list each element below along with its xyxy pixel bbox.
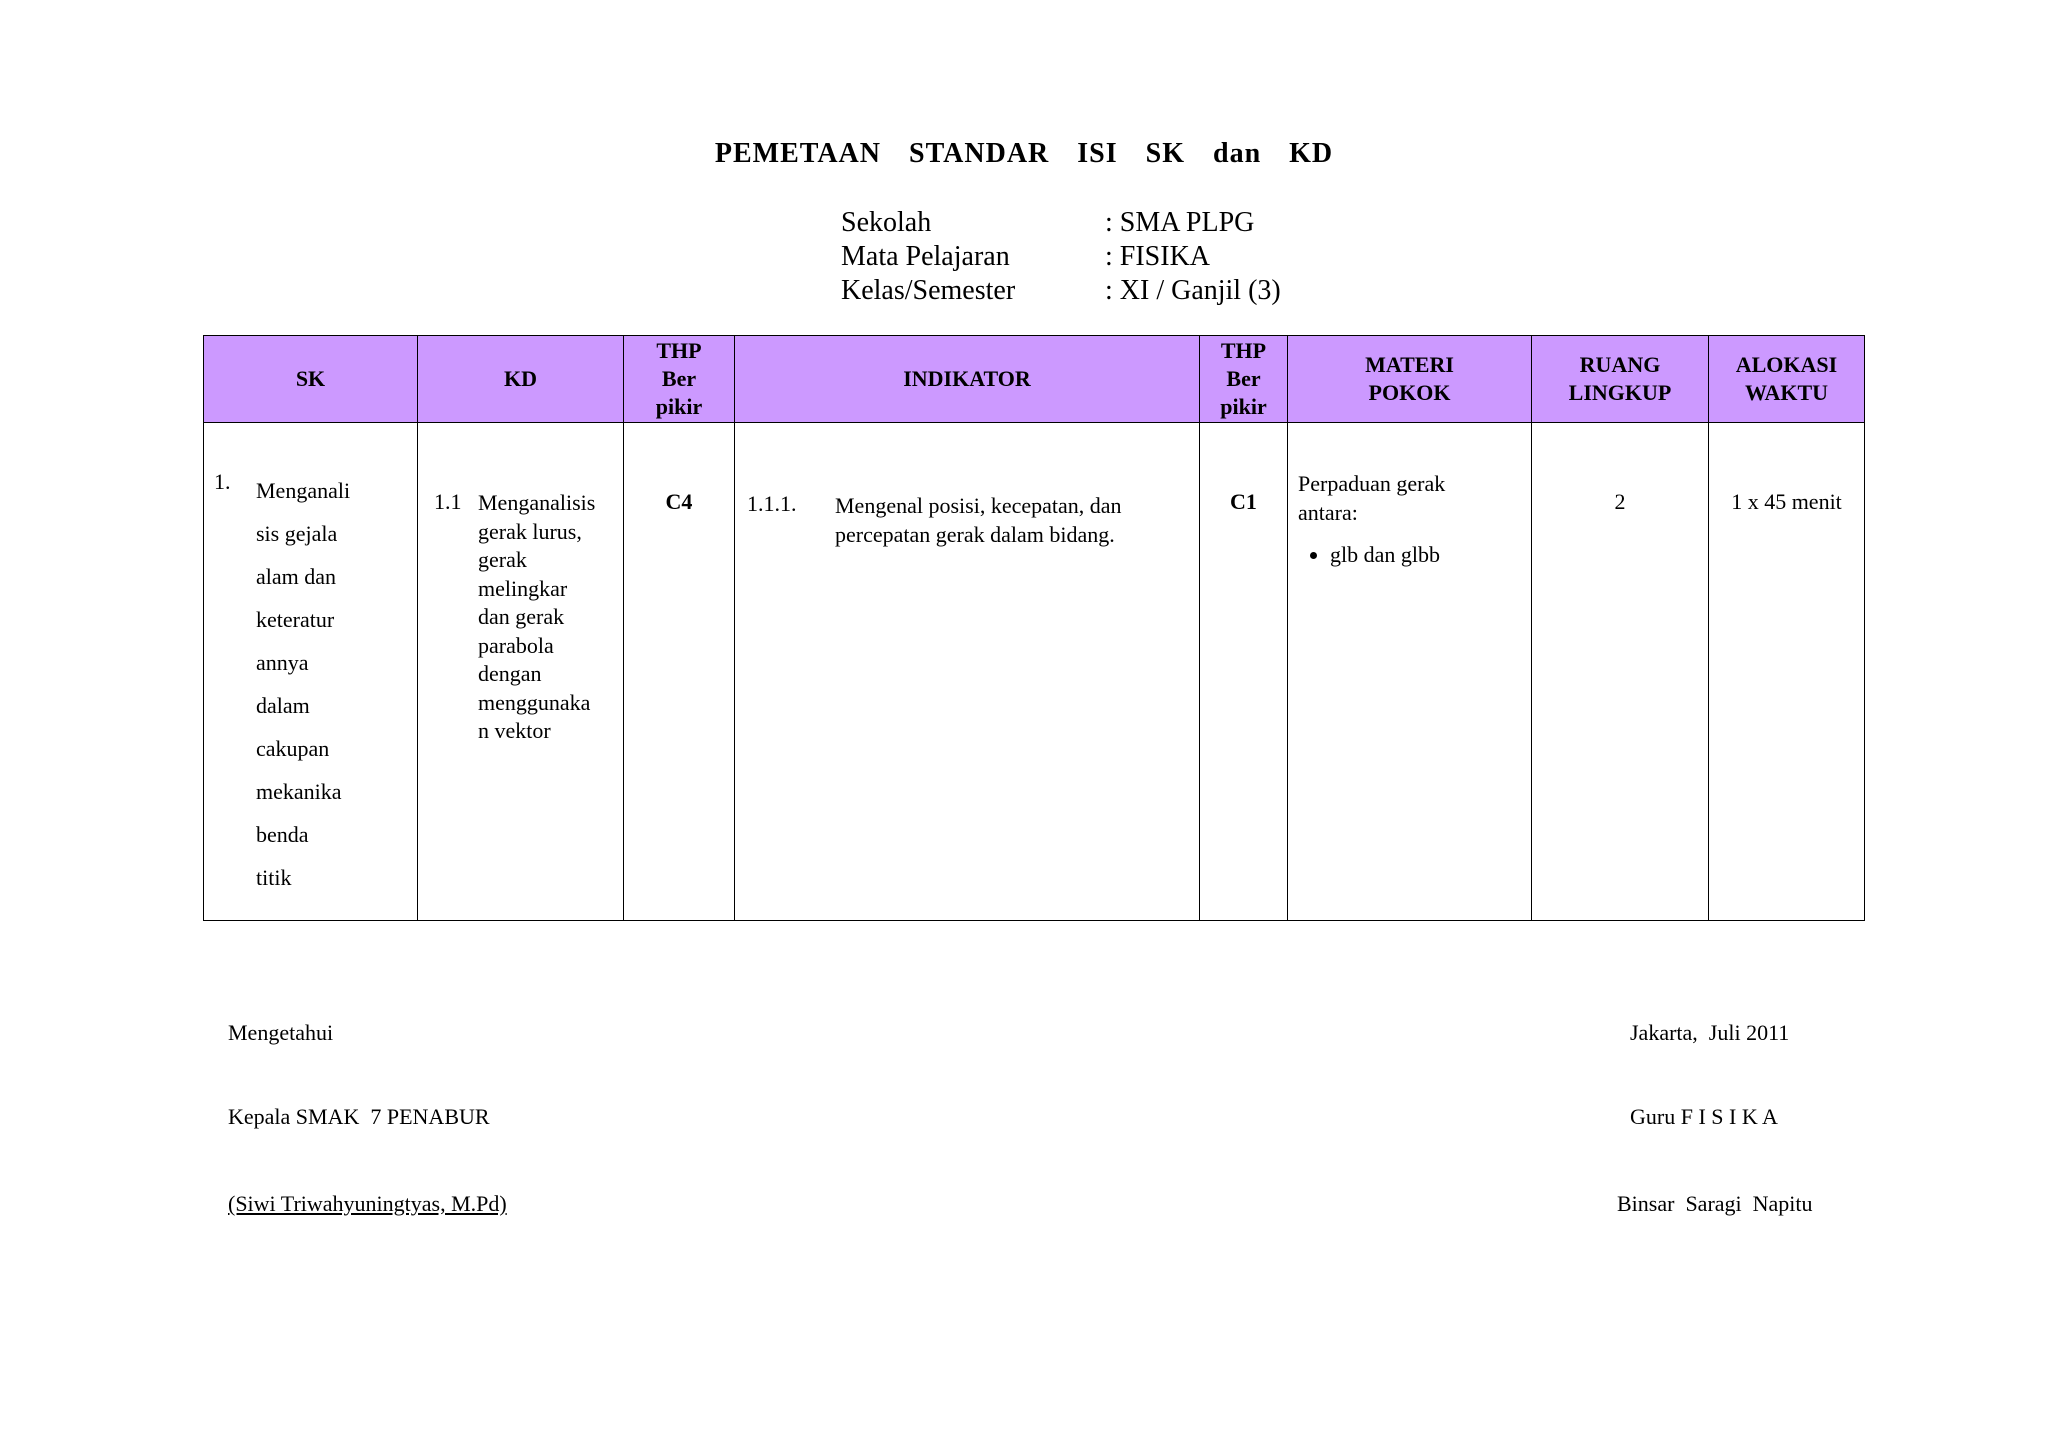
sk-line: alam dan: [256, 564, 337, 589]
header-ruang-line: LINGKUP: [1568, 380, 1672, 405]
meta-value-school: : SMA PLPG: [1105, 207, 1255, 238]
header-thp2-line: THP: [1220, 338, 1267, 363]
table-row: [204, 423, 1865, 921]
kd-text: [478, 489, 618, 746]
sk-line: mekanika: [256, 779, 342, 804]
table-header-row: [204, 336, 1865, 423]
kd-line: dengan: [478, 661, 542, 686]
sk-line: titik: [256, 865, 292, 890]
kd-line: gerak: [478, 547, 527, 572]
meta-row-class: [841, 274, 1281, 308]
kd-line: gerak lurus,: [478, 518, 582, 544]
meta-value-class: : XI / Ganjil (3): [1105, 275, 1281, 306]
signature-right-name: Binsar Saragi Napitu: [1617, 1191, 1813, 1216]
sk-kd-table: [203, 335, 1865, 921]
sk-line: benda: [256, 822, 309, 847]
sk-line: sis gejala: [256, 521, 338, 546]
signature-right-line1: Jakarta, Juli 2011: [1630, 1020, 1790, 1045]
sk-line: dalam: [256, 693, 310, 718]
kd-line: menggunaka: [478, 689, 591, 715]
kd-line: Menganalisis: [478, 490, 596, 515]
header-thp1-line: THP: [656, 338, 702, 363]
cell-sk: [204, 423, 418, 921]
ruang-lingkup-value: 2: [1614, 489, 1626, 514]
document-title: PEMETAAN STANDAR ISI SK dan KD: [714, 138, 1334, 169]
document-meta: [841, 206, 1281, 308]
kd-number: 1.1: [434, 489, 462, 514]
sk-line: cakupan: [256, 736, 330, 761]
alokasi-waktu-value: 1 x 45 menit: [1731, 489, 1842, 514]
sk-line: keteratur: [256, 607, 335, 632]
signature-left-block: [228, 963, 490, 1159]
sk-line: annya: [256, 650, 309, 675]
header-ruang-line: RUANG: [1579, 352, 1661, 377]
header-materi-line: MATERI: [1365, 352, 1454, 377]
meta-label-class: Kelas/Semester: [841, 275, 1016, 306]
kd-line: parabola: [478, 632, 554, 658]
materi-bullet-item: • glb dan glbb: [1330, 541, 1508, 569]
cell-thp-berpikir-2: [1200, 423, 1288, 921]
meta-label-subject: Mata Pelajaran: [841, 241, 1010, 272]
header-sk: SK: [204, 336, 418, 423]
signature-left-line1: Mengetahui: [228, 1020, 334, 1045]
signature-right-line2: Guru F I S I K A: [1630, 1104, 1778, 1129]
thp-value-1: C4: [665, 489, 693, 514]
cell-materi-pokok: [1288, 423, 1532, 921]
indikator-text: [835, 491, 1175, 549]
header-indikator: INDIKATOR: [735, 336, 1200, 423]
meta-row-subject: [841, 240, 1281, 274]
materi-line: antara:: [1298, 500, 1358, 525]
sk-text: [256, 469, 406, 899]
signature-right-block: [1630, 963, 1789, 1159]
kd-line: n vektor: [478, 718, 551, 743]
header-thp2-line: Ber: [1226, 366, 1261, 391]
cell-kd: [418, 423, 624, 921]
header-kd: KD: [418, 336, 624, 423]
kd-line: dan gerak: [478, 604, 565, 629]
kd-line: melingkar: [478, 575, 568, 601]
header-thp-berpikir-1: [624, 336, 735, 423]
indikator-number: 1.1.1.: [747, 491, 797, 516]
signature-left-name: (Siwi Triwahyuningtyas, M.Pd): [228, 1191, 507, 1216]
materi-bullet-list: [1298, 541, 1508, 569]
header-alokasi-waktu: [1709, 336, 1865, 423]
header-alokasi-line: ALOKASI: [1735, 352, 1838, 377]
header-materi-line: POKOK: [1368, 380, 1451, 405]
header-thp1-line: Ber: [661, 366, 697, 391]
header-materi-pokok: [1288, 336, 1532, 423]
header-alokasi-line: WAKTU: [1744, 380, 1829, 405]
materi-text: [1298, 469, 1508, 569]
meta-row-school: [841, 206, 1281, 240]
sk-number: 1.: [214, 469, 231, 494]
indikator-line: percepatan gerak dalam bidang.: [835, 522, 1115, 547]
cell-thp-berpikir-1: [624, 423, 735, 921]
cell-indikator: [735, 423, 1200, 921]
header-thp2-line: pikir: [1220, 394, 1267, 419]
materi-line: Perpaduan gerak: [1298, 471, 1446, 496]
thp-value-2: C1: [1230, 489, 1257, 514]
signature-left-line2: Kepala SMAK 7 PENABUR: [228, 1104, 490, 1129]
cell-ruang-lingkup: [1532, 423, 1709, 921]
sk-line: Menganali: [256, 478, 351, 503]
header-thp1-line: pikir: [655, 394, 703, 419]
cell-alokasi-waktu: [1709, 423, 1865, 921]
meta-label-school: Sekolah: [841, 207, 932, 238]
header-ruang-lingkup: [1532, 336, 1709, 423]
header-thp-berpikir-2: [1200, 336, 1288, 423]
meta-value-subject: : FISIKA: [1105, 241, 1211, 272]
indikator-line: Mengenal posisi, kecepatan, dan: [835, 493, 1122, 518]
